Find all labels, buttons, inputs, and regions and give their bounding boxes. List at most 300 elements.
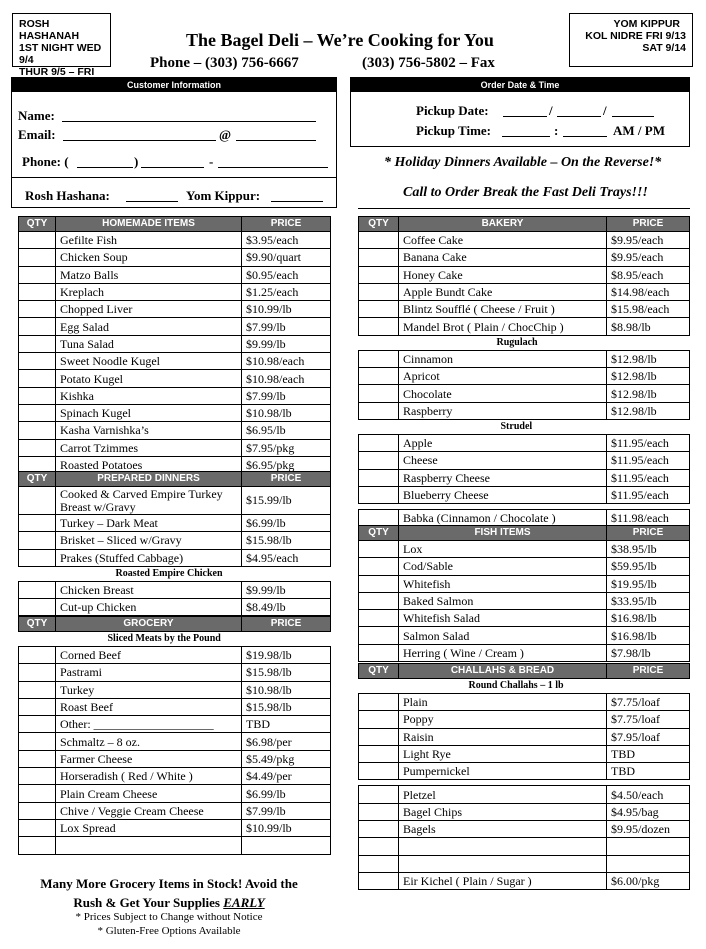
item-name: Pletzel — [399, 786, 607, 803]
qty-cell[interactable] — [19, 599, 56, 616]
item-name: Plain — [399, 694, 607, 711]
table-row — [19, 249, 331, 266]
item-price: $10.99/lb — [242, 301, 331, 318]
homemade-items-table — [18, 216, 331, 474]
qty-cell[interactable] — [19, 837, 56, 854]
item-price: $15.98/lb — [242, 698, 331, 715]
qty-cell[interactable] — [359, 283, 399, 300]
table-row — [359, 610, 690, 627]
item-name: Baked Salmon — [399, 592, 607, 609]
item-price: $7.98/lb — [607, 644, 690, 661]
item-name: Sweet Noodle Kugel — [56, 353, 242, 370]
qty-cell[interactable] — [19, 487, 56, 515]
table-row — [19, 819, 331, 836]
item-price: $38.95/lb — [607, 541, 690, 558]
table-row — [19, 266, 331, 283]
qty-cell[interactable] — [19, 733, 56, 750]
footer-early: EARLY — [223, 895, 265, 910]
dinners-header: PREPARED DINNERS — [56, 472, 242, 487]
item-name: Chicken Soup — [56, 249, 242, 266]
qty-cell[interactable] — [359, 266, 399, 283]
item-name — [399, 838, 607, 855]
rosh-hashanah-box — [12, 13, 111, 78]
yom-line3: SAT 9/14 — [642, 42, 686, 54]
time-colon: : — [554, 123, 559, 138]
table-row — [359, 855, 690, 872]
item-price: TBD — [607, 763, 690, 780]
table-row — [359, 786, 690, 803]
qty-cell[interactable] — [19, 387, 56, 404]
item-price: $9.90/quart — [242, 249, 331, 266]
pickup-time-label: Pickup Time: — [416, 123, 492, 138]
qty-cell[interactable] — [19, 768, 56, 785]
item-name: Chive / Veggie Cream Cheese — [56, 802, 242, 819]
table-row — [359, 558, 690, 575]
item-name: Corned Beef — [56, 647, 242, 664]
table-row — [359, 575, 690, 592]
rosh-line3: THUR 9/5 – FRI — [19, 66, 95, 78]
item-name: Cheese — [399, 452, 607, 469]
pickup-day-field[interactable] — [557, 116, 601, 117]
item-name: Mandel Brot ( Plain / ChocChip ) — [399, 318, 607, 335]
qty-cell[interactable] — [19, 515, 56, 532]
qty-cell[interactable] — [19, 283, 56, 300]
table-row — [359, 452, 690, 469]
item-price — [607, 838, 690, 855]
qty-cell[interactable] — [359, 575, 399, 592]
yom-kippur-field[interactable] — [271, 201, 323, 202]
challah-table — [358, 663, 690, 890]
table-row — [19, 439, 331, 456]
item-price: $6.95/pkg — [242, 456, 331, 473]
item-name: Blintz Soufflé ( Cheese / Fruit ) — [399, 301, 607, 318]
item-name: Cod/Sable — [399, 558, 607, 575]
item-name: Potato Kugel — [56, 370, 242, 387]
table-row — [19, 387, 331, 404]
item-name: Lox — [399, 541, 607, 558]
item-price: $9.95/each — [607, 232, 690, 249]
rosh-hashana-field[interactable] — [126, 201, 178, 202]
table-row — [19, 785, 331, 802]
qty-cell[interactable] — [19, 353, 56, 370]
qty-header: QTY — [359, 664, 399, 679]
item-price: $7.99/lb — [242, 318, 331, 335]
item-name: Raisin — [399, 728, 607, 745]
item-price: $1.25/each — [242, 283, 331, 300]
qty-cell[interactable] — [359, 745, 399, 762]
item-name: Poppy — [399, 711, 607, 728]
table-row — [19, 335, 331, 352]
order-date-heading: Order Date & Time — [351, 78, 689, 92]
break-fast-note: Call to Order Break the Fast Deli Trays!!! — [403, 185, 648, 200]
table-row — [359, 266, 690, 283]
table-row — [19, 599, 331, 616]
item-price: $15.99/lb — [242, 487, 331, 515]
qty-cell[interactable] — [359, 872, 399, 889]
table-row — [19, 532, 331, 549]
item-price: $11.98/each — [607, 510, 690, 527]
table-row — [359, 350, 690, 367]
table-row — [359, 385, 690, 402]
item-price: $10.98/lb — [242, 681, 331, 698]
table-row — [359, 368, 690, 385]
bakery-header: BAKERY — [399, 217, 607, 232]
item-name: Plain Cream Cheese — [56, 785, 242, 802]
email-domain-field[interactable] — [236, 140, 316, 141]
qty-cell[interactable] — [359, 232, 399, 249]
qty-cell[interactable] — [359, 469, 399, 486]
qty-cell[interactable] — [19, 370, 56, 387]
pickup-minute-field[interactable] — [563, 136, 607, 137]
qty-cell[interactable] — [19, 439, 56, 456]
table-row — [359, 249, 690, 266]
item-price: $33.95/lb — [607, 592, 690, 609]
qty-cell[interactable] — [19, 750, 56, 767]
qty-cell[interactable] — [359, 838, 399, 855]
item-name — [56, 837, 242, 854]
bakery-table — [358, 216, 690, 527]
table-row — [19, 664, 331, 681]
qty-header: QTY — [19, 617, 56, 632]
rosh-line2: 1ST NIGHT WED 9/4 — [19, 42, 102, 66]
item-name: Light Rye — [399, 745, 607, 762]
item-price: $11.95/each — [607, 434, 690, 451]
item-price: $7.95/pkg — [242, 439, 331, 456]
qty-cell[interactable] — [19, 266, 56, 283]
table-row — [359, 469, 690, 486]
table-row — [359, 803, 690, 820]
qty-cell[interactable] — [359, 558, 399, 575]
item-name: Horseradish ( Red / White ) — [56, 768, 242, 785]
item-price: $9.99/lb — [242, 335, 331, 352]
table-row — [19, 750, 331, 767]
item-price: $9.95/each — [607, 249, 690, 266]
qty-cell[interactable] — [19, 422, 56, 439]
item-name: Kishka — [56, 387, 242, 404]
qty-cell[interactable] — [19, 301, 56, 318]
item-name: Chopped Liver — [56, 301, 242, 318]
qty-cell[interactable] — [359, 694, 399, 711]
item-price: $7.99/lb — [242, 387, 331, 404]
item-name: Chicken Breast — [56, 581, 242, 598]
pickup-hour-field[interactable] — [502, 136, 550, 137]
price-header: PRICE — [242, 472, 331, 487]
table-row — [19, 283, 331, 300]
table-row — [19, 422, 331, 439]
phone-number: Phone – (303) 756-6667 — [150, 55, 299, 71]
phone-close-paren: ) — [134, 154, 139, 169]
gluten-free-note: * Gluten-Free Options Available — [97, 925, 241, 937]
item-name: Whitefish Salad — [399, 610, 607, 627]
date-slash-2: / — [603, 103, 607, 118]
item-name: Apple — [399, 434, 607, 451]
item-price: $10.98/lb — [242, 404, 331, 421]
table-row — [359, 821, 690, 838]
table-row — [19, 549, 331, 566]
item-price: $15.98/each — [607, 301, 690, 318]
notes-rule — [358, 208, 690, 209]
item-price: $8.95/each — [607, 266, 690, 283]
table-row — [359, 434, 690, 451]
item-name: Banana Cake — [399, 249, 607, 266]
item-name: Tuna Salad — [56, 335, 242, 352]
qty-cell[interactable] — [359, 763, 399, 780]
roasted-chicken-subheading: Roasted Empire Chicken — [115, 567, 223, 579]
qty-cell[interactable] — [19, 819, 56, 836]
item-name: Cinnamon — [399, 350, 607, 367]
item-name: Kreplach — [56, 283, 242, 300]
grocery-table — [18, 616, 331, 855]
table-row — [359, 283, 690, 300]
item-price: $0.95/each — [242, 266, 331, 283]
item-name: Schmaltz – 8 oz. — [56, 733, 242, 750]
table-row — [359, 318, 690, 335]
item-name: Egg Salad — [56, 318, 242, 335]
item-price: $16.98/lb — [607, 610, 690, 627]
item-price: $6.99/lb — [242, 785, 331, 802]
item-price: $12.98/lb — [607, 402, 690, 419]
table-row — [359, 711, 690, 728]
qty-cell[interactable] — [359, 711, 399, 728]
item-name: Honey Cake — [399, 266, 607, 283]
item-price: $11.95/each — [607, 486, 690, 503]
qty-cell[interactable] — [359, 803, 399, 820]
qty-cell[interactable] — [359, 821, 399, 838]
footer-notes — [14, 910, 324, 938]
qty-cell[interactable] — [359, 728, 399, 745]
qty-cell[interactable] — [359, 434, 399, 451]
item-name: Eir Kichel ( Plain / Sugar ) — [399, 872, 607, 889]
item-price: TBD — [242, 716, 331, 733]
table-row — [19, 837, 331, 854]
item-price: $10.98/each — [242, 353, 331, 370]
item-price: $4.49/per — [242, 768, 331, 785]
item-price: $7.75/loaf — [607, 694, 690, 711]
qty-cell[interactable] — [359, 610, 399, 627]
qty-cell[interactable] — [19, 532, 56, 549]
table-row — [19, 404, 331, 421]
item-price: $9.99/lb — [242, 581, 331, 598]
customer-info-heading: Customer Information — [12, 78, 336, 92]
rugulach-subheading: Rugulach — [496, 336, 538, 348]
table-row — [359, 232, 690, 249]
item-name: Herring ( Wine / Cream ) — [399, 644, 607, 661]
qty-cell[interactable] — [359, 249, 399, 266]
item-name: Turkey – Dark Meat — [56, 515, 242, 532]
item-price: $3.95/each — [242, 232, 331, 249]
item-name: Other: ____________________ — [56, 716, 242, 733]
item-name: Roasted Potatoes — [56, 456, 242, 473]
qty-cell[interactable] — [359, 541, 399, 558]
prepared-dinners-table — [18, 471, 331, 616]
yom-kippur-box — [569, 13, 693, 67]
item-price: $6.00/pkg — [607, 872, 690, 889]
price-header: PRICE — [242, 617, 331, 632]
item-price: $7.75/loaf — [607, 711, 690, 728]
item-name: Babka (Cinnamon / Chocolate ) — [399, 510, 607, 527]
item-name: Chocolate — [399, 385, 607, 402]
phone-area-field[interactable] — [77, 167, 133, 168]
item-price: $10.98/each — [242, 370, 331, 387]
item-price: $4.95/each — [242, 549, 331, 566]
challah-header: CHALLAHS & BREAD — [399, 664, 607, 679]
qty-cell[interactable] — [359, 592, 399, 609]
phone-line-field[interactable] — [218, 167, 328, 168]
qty-cell[interactable] — [359, 402, 399, 419]
item-name: Matzo Balls — [56, 266, 242, 283]
item-price: $15.98/lb — [242, 532, 331, 549]
phone-label: Phone: ( — [22, 154, 69, 169]
qty-cell[interactable] — [359, 318, 399, 335]
item-price: $16.98/lb — [607, 627, 690, 644]
table-row — [359, 728, 690, 745]
pickup-year-field[interactable] — [612, 116, 654, 117]
table-row — [359, 745, 690, 762]
table-row — [359, 838, 690, 855]
qty-cell[interactable] — [19, 581, 56, 598]
qty-cell[interactable] — [359, 786, 399, 803]
item-name: Kasha Varnishka’s — [56, 422, 242, 439]
item-price: $19.95/lb — [607, 575, 690, 592]
item-name: Pumpernickel — [399, 763, 607, 780]
item-name: Farmer Cheese — [56, 750, 242, 767]
qty-cell[interactable] — [359, 368, 399, 385]
item-name: Raspberry — [399, 402, 607, 419]
qty-cell[interactable] — [359, 627, 399, 644]
qty-cell[interactable] — [19, 232, 56, 249]
item-price: $4.50/each — [607, 786, 690, 803]
table-row — [359, 644, 690, 661]
item-price: $6.95/lb — [242, 422, 331, 439]
qty-cell[interactable] — [359, 644, 399, 661]
qty-cell[interactable] — [19, 249, 56, 266]
qty-cell[interactable] — [19, 802, 56, 819]
item-name: Prakes (Stuffed Cabbage) — [56, 549, 242, 566]
sliced-meats-subheading: Sliced Meats by the Pound — [107, 633, 221, 644]
item-price: TBD — [607, 745, 690, 762]
qty-cell[interactable] — [19, 647, 56, 664]
item-price: $19.98/lb — [242, 647, 331, 664]
footer-promo — [14, 874, 324, 912]
rosh-hashana-label: Rosh Hashana: — [25, 188, 110, 203]
price-header: PRICE — [607, 664, 690, 679]
table-row — [359, 694, 690, 711]
table-row — [19, 681, 331, 698]
holiday-dinners-note: * Holiday Dinners Available – On the Reverse!* — [384, 155, 662, 170]
email-at-sign: @ — [219, 127, 232, 142]
table-row — [359, 592, 690, 609]
table-row — [359, 486, 690, 503]
item-price: $4.95/bag — [607, 803, 690, 820]
item-name: Brisket – Sliced w/Gravy — [56, 532, 242, 549]
email-user-field[interactable] — [63, 140, 216, 141]
price-header: PRICE — [607, 217, 690, 232]
qty-header: QTY — [359, 526, 399, 541]
item-price: $9.95/dozen — [607, 821, 690, 838]
fax-number: (303) 756-5802 – Fax — [362, 55, 495, 71]
qty-cell[interactable] — [359, 452, 399, 469]
item-name: Raspberry Cheese — [399, 469, 607, 486]
pickup-month-field[interactable] — [503, 116, 547, 117]
fish-header: FISH ITEMS — [399, 526, 607, 541]
item-name: Bagels — [399, 821, 607, 838]
qty-cell[interactable] — [359, 855, 399, 872]
item-price: $7.95/loaf — [607, 728, 690, 745]
qty-header: QTY — [359, 217, 399, 232]
item-price: $11.95/each — [607, 452, 690, 469]
name-label: Name: — [18, 108, 55, 123]
qty-cell[interactable] — [359, 385, 399, 402]
item-name: Carrot Tzimmes — [56, 439, 242, 456]
price-change-note: * Prices Subject to Change without Notice — [75, 911, 263, 923]
qty-cell[interactable] — [19, 664, 56, 681]
item-price — [607, 855, 690, 872]
pickup-date-label: Pickup Date: — [416, 103, 489, 118]
item-name: Blueberry Cheese — [399, 486, 607, 503]
footer-line2-text: Rush & Get Your Supplies — [73, 895, 224, 910]
item-price: $6.99/lb — [242, 515, 331, 532]
qty-cell[interactable] — [19, 404, 56, 421]
qty-cell[interactable] — [19, 698, 56, 715]
qty-cell[interactable] — [359, 486, 399, 503]
item-price: $10.99/lb — [242, 819, 331, 836]
item-name: Apricot — [399, 368, 607, 385]
item-price: $14.98/each — [607, 283, 690, 300]
table-row — [19, 353, 331, 370]
customer-divider — [12, 177, 336, 178]
item-name: Roast Beef — [56, 698, 242, 715]
item-name: Lox Spread — [56, 819, 242, 836]
qty-cell[interactable] — [19, 549, 56, 566]
qty-cell[interactable] — [359, 350, 399, 367]
table-row — [19, 232, 331, 249]
table-row — [19, 733, 331, 750]
table-row — [19, 487, 331, 515]
qty-cell[interactable] — [19, 785, 56, 802]
qty-cell[interactable] — [359, 301, 399, 318]
table-row — [19, 515, 331, 532]
name-field[interactable] — [62, 121, 316, 122]
item-price: $15.98/lb — [242, 664, 331, 681]
strudel-subheading: Strudel — [500, 420, 533, 432]
item-price: $59.95/lb — [607, 558, 690, 575]
table-row — [359, 541, 690, 558]
item-name — [399, 855, 607, 872]
table-row — [19, 647, 331, 664]
table-row — [19, 370, 331, 387]
page-title: The Bagel Deli – We’re Cooking for You — [186, 30, 494, 50]
qty-header: QTY — [19, 217, 56, 232]
table-row — [19, 301, 331, 318]
table-row — [19, 716, 331, 733]
phone-prefix-field[interactable] — [141, 167, 204, 168]
qty-cell[interactable] — [19, 716, 56, 733]
item-price: $8.49/lb — [242, 599, 331, 616]
item-price: $5.49/pkg — [242, 750, 331, 767]
qty-cell[interactable] — [19, 681, 56, 698]
item-name: Cooked & Carved Empire Turkey Breast w/Gravy — [56, 487, 242, 515]
qty-cell[interactable] — [19, 335, 56, 352]
round-challahs-subheading: Round Challahs – 1 lb — [468, 680, 564, 691]
table-row — [359, 872, 690, 889]
item-name: Salmon Salad — [399, 627, 607, 644]
footer-line1: Many More Grocery Items in Stock! Avoid the — [40, 876, 298, 891]
price-header: PRICE — [607, 526, 690, 541]
item-price: $11.95/each — [607, 469, 690, 486]
phone-dash: - — [209, 154, 214, 169]
qty-cell[interactable] — [19, 318, 56, 335]
am-pm-option[interactable]: AM / PM — [613, 123, 665, 138]
